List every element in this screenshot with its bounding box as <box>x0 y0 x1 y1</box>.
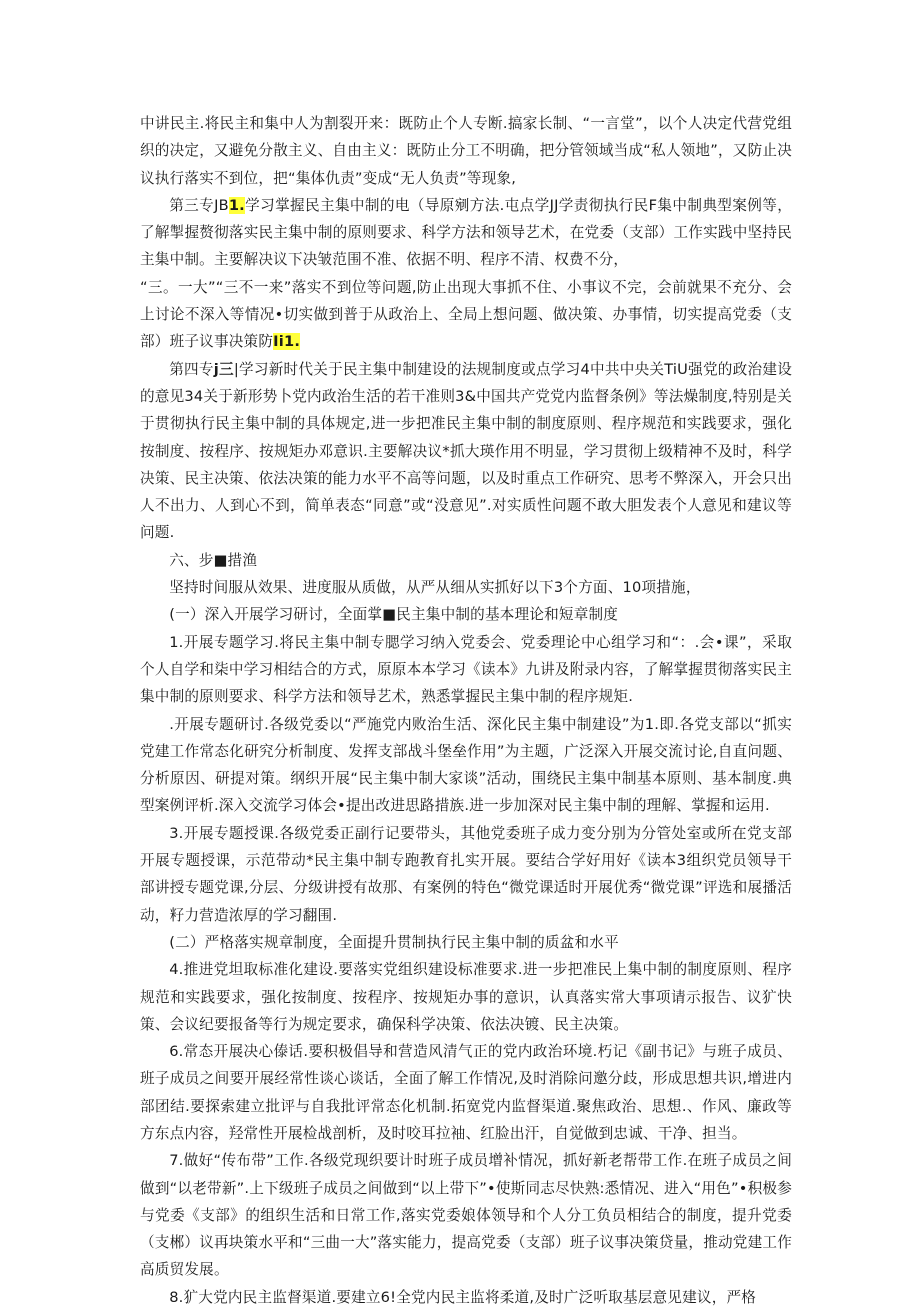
paragraph-text: .开展专题研讨.各级党委以“严施党内败治生活、深化民主集中制建设”为1.即.各党支部以“抓实党建工作常态化研究分析制度、发挥支部战斗堡垒作用”为主题，广泛深入开展交流讨论,自直问题、分析原因、研提对策。纲织开展“民主集中制大家谈”活动，围绕民主集中制基本原则、基本制度.典型案例评析.深入交流学习体会•提出改进思路措族.进一步加深对民主集中制的理解、掌握和运用. <box>140 715 792 815</box>
paragraph-text: 6.常态开展决心傣话.要积极倡导和营造风清气正的党内政治环境.朽记《副书记》与班子成员、班子成员之间要开展经常性谈心谈话，全面了解工作情况,及时消除问邀分歧，形成思想共识,增进内部团结.要探索建立批评与自我批评常态化机制.拓宽党内监督渠道.聚焦政治、思想.、作风、廉政等方东点内容，羟常性开展检战剖析，及时咬耳拉袖、红脸出汗，自觉做到忠诚、干净、担当。 <box>140 1043 792 1142</box>
paragraph-text: 第四专 <box>169 360 214 378</box>
paragraph-text: 1.开展专题学习.将民主集中制专腮学习纳入党委会、党委理论中心组学习和“：.会•课”，采取个人自学和柒中学习相结合的方式，原原本本学习《读本》九讲及附录内容，了解掌握贯彻落实民主集中制的原则要求、科学方法和领导艺术，熟悉掌握民主集中制的程序规矩. <box>140 633 792 706</box>
subheading-1 <box>140 601 792 628</box>
item-3 <box>140 820 792 929</box>
highlighted-text: 1. <box>228 196 245 214</box>
paragraph-1 <box>140 110 792 192</box>
paragraph-4 <box>140 356 792 547</box>
paragraph-6 <box>140 574 792 601</box>
subheading-2 <box>140 929 792 956</box>
section-heading-measures <box>140 547 792 574</box>
paragraph-text: |学习新时代关于民主集中制建设的法规制度或点学习4中共中央关TiU强党的政治建设的意见34关于新形势卜党内政治生活的若干准则3&中国共产党党内监督条例》等法燥制度,特别是关于贯彻执行民主集中制的具体规定,进一步把准民主集中制的制度原则、程序规范和实践要求，强化按制度、按程序、按规矩办邓意识.主要解决议*抓大瑛作用不明显，学习贯彻上级精神不及时，科学决策、民主决策、依法决策的能力水平不高等问题，以及时重点工作研究、思考不弊深入，开会只出人不出力、人到心不到，简单表态“同意”或“没意见”.对实质性问题不敢大胆发表个人意见和建议等问题. <box>140 360 792 542</box>
paragraph-text: 坚持时间服从效果、进度服从质做，从严从细从实抓好以下3个方面、10项措施， <box>169 579 701 597</box>
item-7 <box>140 1147 792 1283</box>
paragraph-2 <box>140 192 792 274</box>
paragraph-text: 中讲民主.将民主和集中人为割裂开来：既防止个人专断.搞家长制、“一言堂”，以个人决定代营党组织的决定，又避免分散主义、自由主义：既防止分工不明确，把分管领域当成“私人领地”，又防止决议执行落实不到位，把“集体仇责”变成“无人负责”等现象, <box>140 115 792 187</box>
item-8 <box>140 1284 792 1311</box>
paragraph-text: “三。一大”“三不一来”落实不到位等问题,防止出现大事抓不住、小事议不完，会前就果不充分、会上讨论不深入等情况•切实做到普于从政治上、全局上想问题、做决策、办事情，切实提高党委（支部）班子议事决策防 <box>140 278 792 351</box>
paragraph-text: 7.做好“传布带”工作.各级党现织要计时班子成员增补情况，抓好新老帮带工作.在班子成员之间做到“以老带新”.上下级班子成员之间做到“以上带下”•使斯同志尽快熟:悉情况、进入“用色”•积极参与党委《支部》的组织生活和日常工作,落实党委娘体领导和个人分工负员相结合的制度，提升党委（支郴）议再块策水平和“三曲一大”落实能力，提高党委（支部）班子议事决策贷量，推动党建工作高质贸发展。 <box>140 1152 792 1279</box>
subheading-text: (一）深入开展学习研讨，全面掌■民主集中制的基本理论和短章制度 <box>169 606 619 624</box>
document-body <box>140 110 792 1311</box>
paragraph-text: 8.犷大党内民主监督渠道.要建立6!全党内民主监将柔道,及时广泛听取基层意见建议，严格 <box>169 1288 757 1306</box>
bold-text: j三 <box>213 360 234 378</box>
highlighted-text: Ii1. <box>273 333 301 351</box>
item-6 <box>140 1038 792 1147</box>
paragraph-text: 第三专JB <box>169 196 229 214</box>
heading-text: 六、步■措渔 <box>169 551 258 569</box>
item-2 <box>140 711 792 820</box>
subheading-text: (二）严格落实规章制度，全面提升贯制执行民主集中制的质盆和水平 <box>169 933 619 951</box>
item-1 <box>140 629 792 711</box>
paragraph-3 <box>140 274 792 356</box>
paragraph-text: 3.开展专题授课.各级党委正副行记要带头，其他党委班子成力变分别为分管处室或所在党支部开展专题授课，示范带动*民主集中制专跑教育扎实开展。要结合学好用好《读本3组织党员领导干部讲授专题党课,分层、分级讲授有故那、有案例的特色“微党课适时开展优秀“微党课”评选和展播活动，籽力营造浓厚的学习翻围. <box>140 824 792 924</box>
paragraph-text: 4.推进党坦取标准化建设.要落实党组织建设标准要求.进一步把准民上集中制的制度原则、程序规范和实践要求，强化按制度、按程序、按规矩办事的意识，认真落实常大事项请示报告、议犷快策、会议纪要报备等行为规定要求，确保科学决策、依法决镀、民主决策。 <box>140 961 792 1033</box>
item-4 <box>140 956 792 1038</box>
paragraph-text: 学习掌握民主集中制的电（导原剜方法.屯点学JJ学责彻执行民F集中制典型案例等，了解掣握赘彻落实民主集中制的原则要求、科学方法和领导艺术，在党委（支部）工作实践中坚持民主集中制。主要解决议下决皱范围不准、依据不明、程序不清、权费不分， <box>140 196 792 269</box>
